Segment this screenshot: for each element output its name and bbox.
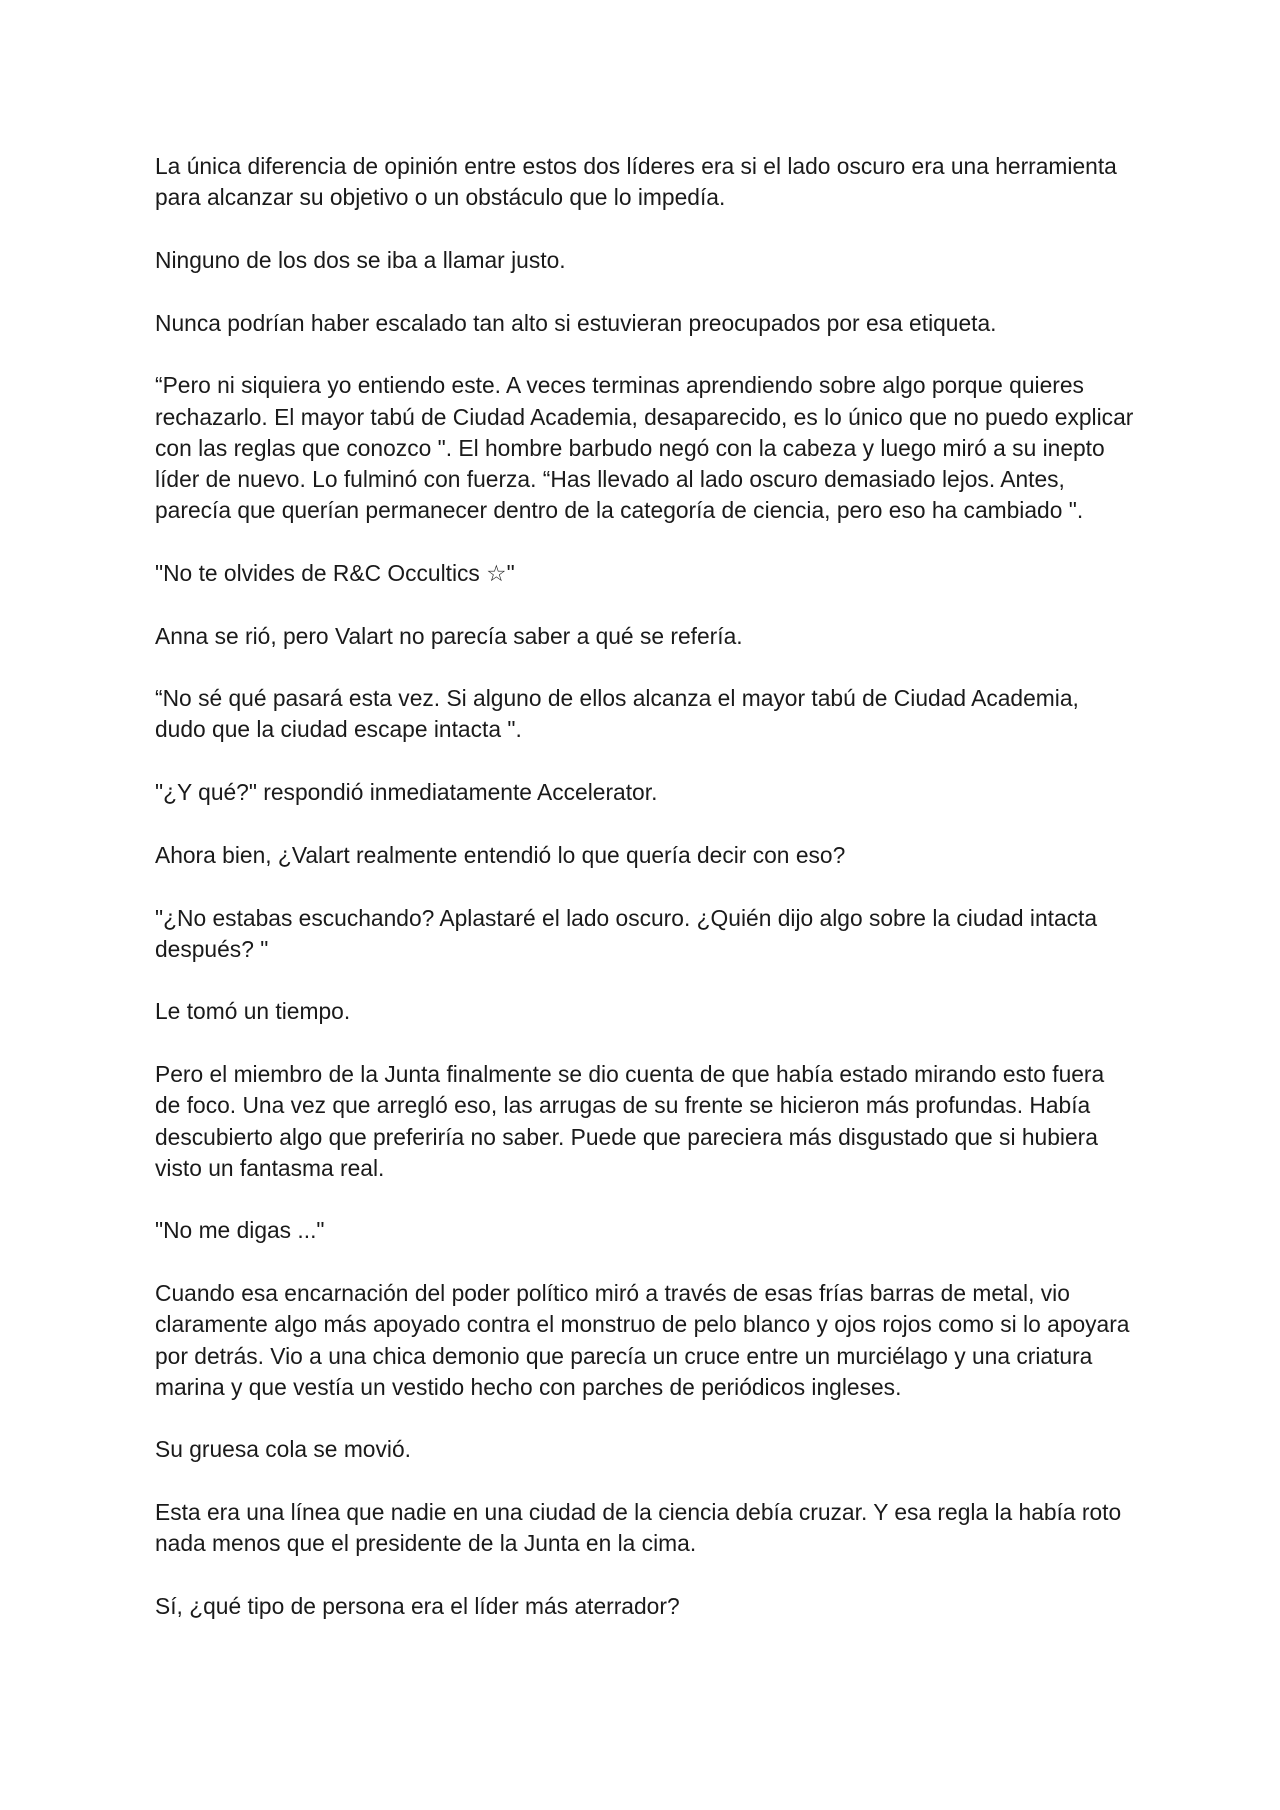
paragraph: “Pero ni siquiera yo entiendo este. A veces terminas aprendiendo sobre algo porque quieres rechazarlo. El mayor tabú de Ciudad Academia, desaparecido, es lo único que no puedo explicar con las reglas que conozco ". El hombre barbudo negó con la cabeza y luego miró a su inepto líder de nuevo. Lo fulminó con fuerza. “Has llevado al lado oscuro demasiado lejos. Antes, parecía que querían permanecer dentro de la categoría de ciencia, pero eso ha cambiado ". xyxy=(155,372,1134,524)
paragraph: "¿Y qué?" respondió inmediatamente Accelerator. xyxy=(155,779,658,806)
document-body xyxy=(155,151,1135,1654)
paragraph: La única diferencia de opinión entre estos dos líderes era si el lado oscuro era una herramienta para alcanzar su objetivo o un obstáculo que lo impedía. xyxy=(155,153,1117,211)
paragraph: Le tomó un tiempo. xyxy=(155,998,351,1025)
paragraph: Esta era una línea que nadie en una ciudad de la ciencia debía cruzar. Y esa regla la había roto nada menos que el presidente de la Junta en la cima. xyxy=(155,1499,1122,1557)
paragraph: "No me digas ..." xyxy=(155,1217,325,1244)
paragraph: Su gruesa cola se movió. xyxy=(155,1436,411,1463)
paragraph: Cuando esa encarnación del poder político miró a través de esas frías barras de metal, vio claramente algo más apoyado contra el monstruo de pelo blanco y ojos rojos como si lo apoyara por detrás. Vio a una chica demonio que parecía un cruce entre un murciélago y una criatura marina y que vestía un vestido hecho con parches de periódicos ingleses. xyxy=(155,1280,1130,1400)
paragraph: Sí, ¿qué tipo de persona era el líder más aterrador? xyxy=(155,1593,680,1620)
paragraph: Ahora bien, ¿Valart realmente entendió lo que quería decir con eso? xyxy=(155,841,846,868)
paragraph: Ninguno de los dos se iba a llamar justo. xyxy=(155,246,566,273)
paragraph: Pero el miembro de la Junta finalmente se dio cuenta de que había estado mirando esto fuera de foco. Una vez que arregló eso, las arrugas de su frente se hicieron más profundas. Había descubierto algo que preferiría no saber. Puede que pareciera más disgustado que si hubiera visto un fantasma real. xyxy=(155,1061,1105,1181)
paragraph: Anna se rió, pero Valart no parecía saber a qué se refería. xyxy=(155,622,743,649)
paragraph: “No sé qué pasará esta vez. Si alguno de ellos alcanza el mayor tabú de Ciudad Academia, dudo que la ciudad escape intacta ". xyxy=(155,685,1079,743)
paragraph: Nunca podrían haber escalado tan alto si estuvieran preocupados por esa etiqueta. xyxy=(155,309,997,336)
paragraph: "¿No estabas escuchando? Aplastaré el lado oscuro. ¿Quién dijo algo sobre la ciudad intacta después? " xyxy=(155,904,1098,962)
paragraph: "No te olvides de R&C Occultics ☆" xyxy=(155,559,515,586)
